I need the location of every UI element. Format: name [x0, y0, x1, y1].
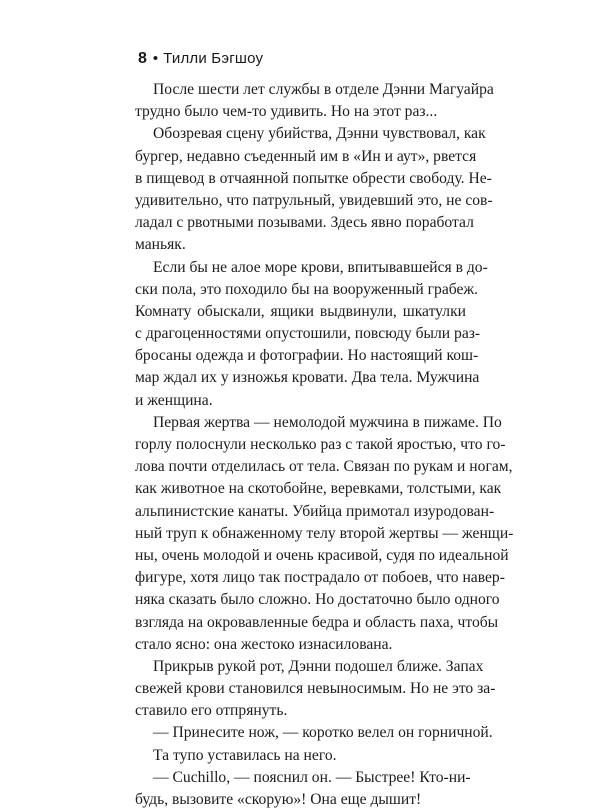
body-text [135, 79, 514, 811]
text-line: ладал с рвотными позывами. Здесь явно поработал [135, 214, 474, 232]
paragraph [135, 656, 496, 723]
text-line: Та тупо уставилась на него. [153, 746, 337, 764]
text-line: ны, очень молодой и очень красивой, судя по идеальной [135, 546, 509, 564]
text-line: ный труп к обнаженному телу второй жертвы — женщи- [135, 524, 514, 542]
text-line: горлу полоснули несколько раз с такой яростью, что го- [135, 436, 506, 453]
author-name: Тилли Бэгшоу [163, 50, 264, 67]
text-line: трудно было чем-то удивить. Но на этот раз... [135, 103, 438, 121]
text-line: Комнату обыскали, ящики выдвинули, шкатулки [135, 302, 466, 320]
text-line: мар ждал их у изножья кровати. Два тела. Мужчина [135, 369, 480, 387]
paragraph [135, 257, 488, 412]
running-head [138, 50, 263, 68]
text-line: свежей крови становился невыносимым. Но не это за- [135, 680, 496, 698]
paragraph [135, 745, 466, 767]
paragraph [135, 123, 493, 256]
text-line: — Cuchillo, — пояснил он. — Быстрее! Кто-ни- [153, 768, 471, 786]
paragraph [135, 767, 471, 811]
text-line: Если бы не алое море крови, впитывавшейся в до- [153, 258, 488, 276]
text-line: стало ясно: она жестоко изнасилована. [135, 635, 393, 653]
text-line: лова почти отделилась от тела. Связан по рукам и ногам, [135, 458, 513, 476]
text-line: бургер, недавно съеденный им в «Ин и аут», рвется [135, 147, 477, 165]
text-line: ски пола, это походило бы на вооруженный грабеж. [135, 280, 479, 298]
text-line: няка сказать было сложно. Но достаточно было одного [135, 591, 500, 609]
text-line: Обозревая сцену убийства, Дэнни чувствовал, как [153, 125, 486, 143]
paragraph [135, 412, 514, 656]
paragraph [135, 79, 494, 123]
text-line: фигуре, хотя лицо так пострадало от побоев, что навер- [135, 569, 505, 587]
text-line: Прикрыв рукой рот, Дэнни подошел ближе. Запах [153, 657, 484, 675]
text-line: бросаны одежда и фотографии. Но настоящий кош- [135, 347, 479, 365]
text-line: Первая жертва — немолодой мужчина в пижаме. По [153, 413, 502, 431]
text-line: ставило его отпрянуть. [135, 702, 288, 720]
paragraph [135, 722, 493, 744]
text-line: альпинистские канаты. Убийца примотал изуродован- [135, 502, 495, 520]
text-line: в пищевод в отчаянной попытке обрести свободу. Не- [135, 169, 492, 187]
text-line: будь, вызовите «скорую»! Она еще дышит! [135, 791, 422, 808]
text-line: как животное на скотобойне, веревками, толстыми, как [135, 480, 502, 498]
text-line: с драгоценностями опустошили, повсюду были раз- [135, 325, 481, 343]
page-number: 8 [138, 50, 147, 67]
text-line: маньяк. [135, 236, 186, 254]
text-line: После шести лет службы в отделе Дэнни Магуайра [153, 81, 494, 98]
separator-bullet: • [152, 50, 159, 67]
text-line: удивительно, что патрульный, увидевший это, не сов- [135, 191, 493, 209]
text-line: — Принесите нож, — коротко велел он горничной. [153, 724, 493, 742]
text-line: взгляда на окровавленные бедра и область паха, чтобы [135, 613, 499, 631]
text-line: и женщина. [135, 391, 213, 409]
